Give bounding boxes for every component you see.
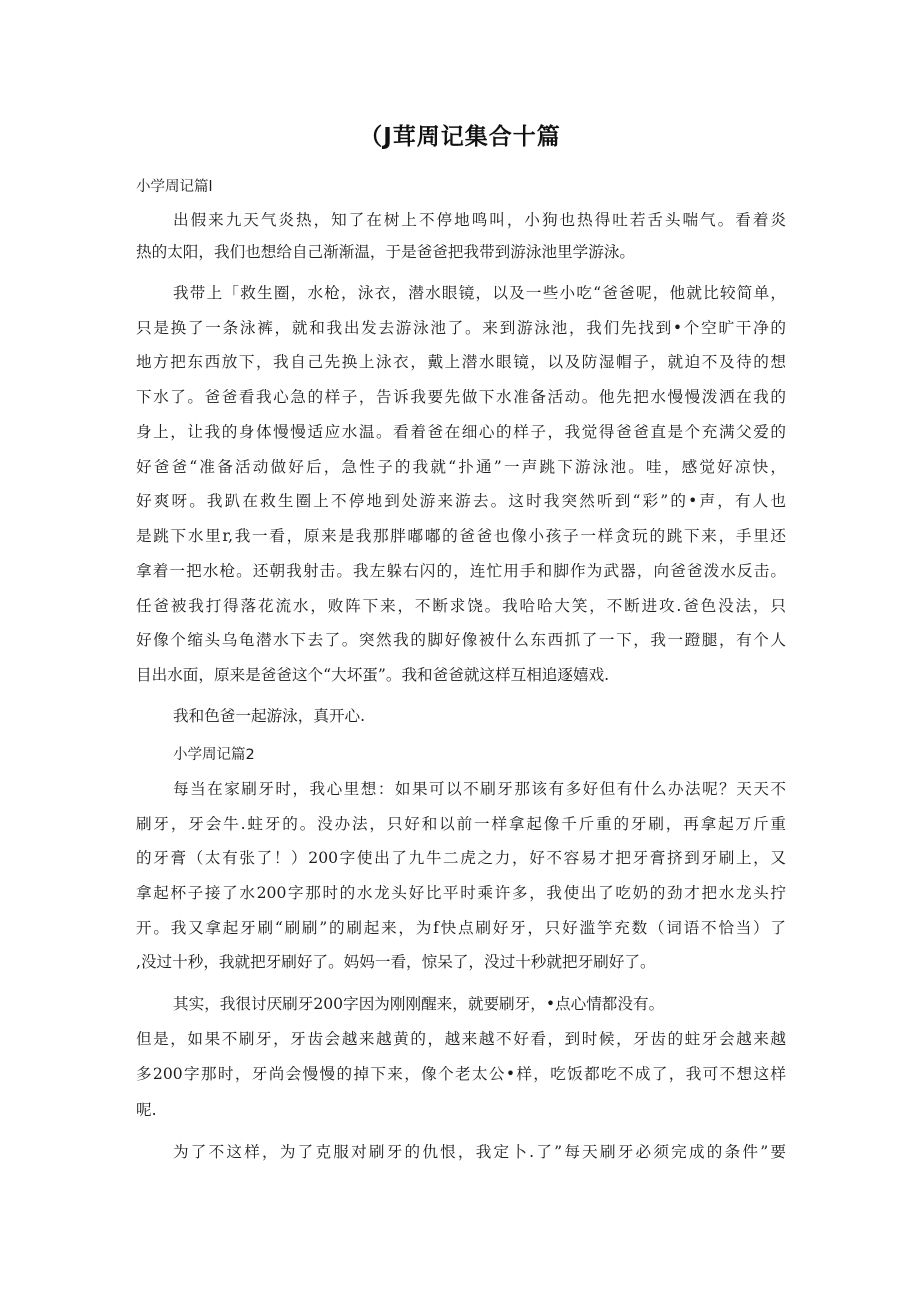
paragraph-line: 的牙膏（太有张了！）200字使出了九牛二虎之力，好不容易才把牙膏挤到牙刷上，又 bbox=[136, 849, 786, 867]
paragraph-line: 是跳下水里r,我一看，原来是我那胖嘟嘟的爸爸也像小孩子一样贪玩的跳下来，手里还 bbox=[136, 527, 786, 545]
section-heading-1: 小学周记篇l bbox=[136, 179, 213, 195]
paragraph-line: 每当在家刷牙时，我心里想：如果可以不刷牙那该有多好但有什么办法呢？天天不 bbox=[173, 780, 786, 798]
paragraph-line: 好爽呀。我趴在救生圈上不停地到处游来游去。这时我突然听到“彩”的•声，有人也 bbox=[136, 492, 786, 510]
paragraph-line: 出假来九天气炎热，知了在树上不停地鸣叫，小狗也热得吐若舌头喘气。看着炎 bbox=[173, 211, 786, 229]
paragraph-line: 任爸被我打得落花流水，败阵下来，不断求饶。我哈哈大笑，不断进攻.爸色没法，只 bbox=[136, 597, 786, 615]
paragraph-line: 我带上「救生圈，水枪，泳衣，潜水眼镜，以及一些小吃“爸爸呢，他就比较简单， bbox=[173, 284, 786, 302]
paragraph-line: 只是换了一条泳裤，就和我出发去游泳池了。来到游泳池，我们先找到•个空旷干净的 bbox=[136, 319, 786, 337]
paragraph-line: 为了不这样，为了克服对刷牙的仇恨，我定卜.了”每天刷牙必须完成的条件”要 bbox=[173, 1143, 786, 1161]
page-title: （J茸周记集合十篇 bbox=[359, 124, 561, 150]
paragraph-line: 地方把东西放下，我自己先换上泳衣，戴上潜水眼镜，以及防湿帽子，就迫不及待的想 bbox=[136, 353, 786, 371]
paragraph-line: 目出水面，原来是爸爸这个“大坏蛋”。我和爸爸就这样互相追逐嬉戏. bbox=[136, 666, 610, 684]
paragraph-line: 刷牙，牙会牛.蛀牙的。没办法，只好和以前一样拿起像千斤重的牙刷，再拿起万斤重 bbox=[136, 815, 786, 833]
paragraph-line: 多200字那时，牙尚会慢慢的掉下来，像个老太公•样，吃饭都吃不成了，我可不想这样 bbox=[136, 1065, 786, 1083]
section-heading-2: 小学周记篇2 bbox=[173, 747, 255, 763]
paragraph-line: 拿起杯子接了水200字那时的水龙头好比平时乘许多，我使出了吃奶的劲才把水龙头拧 bbox=[136, 884, 786, 902]
paragraph-line: 好像个缩头乌龟潜水下去了。突然我的脚好像被什么东西抓了一下，我一蹬腿，有个人 bbox=[136, 631, 786, 649]
paragraph-line: 拿着一把水枪。还朝我射击。我左躲右闪的，连忙用手和脚作为武器，向爸爸泼水反击。 bbox=[136, 562, 786, 580]
paragraph-line: 但是，如果不刷牙，牙齿会越来越黄的，越来越不好看，到时候，牙齿的蛀牙会越来越 bbox=[136, 1030, 786, 1048]
paragraph-line: 下水了。爸爸看我心急的样子，告诉我要先做下水准备活动。他先把水慢慢泼洒在我的 bbox=[136, 388, 786, 406]
paragraph-line: 呢. bbox=[136, 1101, 157, 1119]
paragraph-line: 其实，我很讨厌刷牙200字因为刚刚醒来，就要刷牙，•点心情都没有。 bbox=[173, 995, 665, 1013]
paragraph-line: 开。我又拿起牙刷“刷刷”的刷起来，为f快点刷好牙，只好滥竽充数（词语不恰当）了 bbox=[136, 919, 786, 937]
paragraph-line: 我和色爸一起游泳，真开心. bbox=[173, 707, 366, 725]
paragraph-line: 好爸爸“准备活动做好后，急性子的我就“扑通”一声跳下游泳池。哇，感觉好凉快， bbox=[136, 458, 786, 476]
paragraph-line: 热的太阳，我们也想给自己渐渐温，于是爸爸把我带到游泳池里学游泳。 bbox=[136, 243, 636, 261]
paragraph-line: 身上，让我的身体慢慢适应水温。看着爸在细心的样子，我觉得爸爸直是个充满父爱的 bbox=[136, 423, 786, 441]
paragraph-line: ,没过十秒，我就把牙刷好了。妈妈一看，惊呆了，没过十秒就把牙刷好了。 bbox=[136, 953, 656, 971]
